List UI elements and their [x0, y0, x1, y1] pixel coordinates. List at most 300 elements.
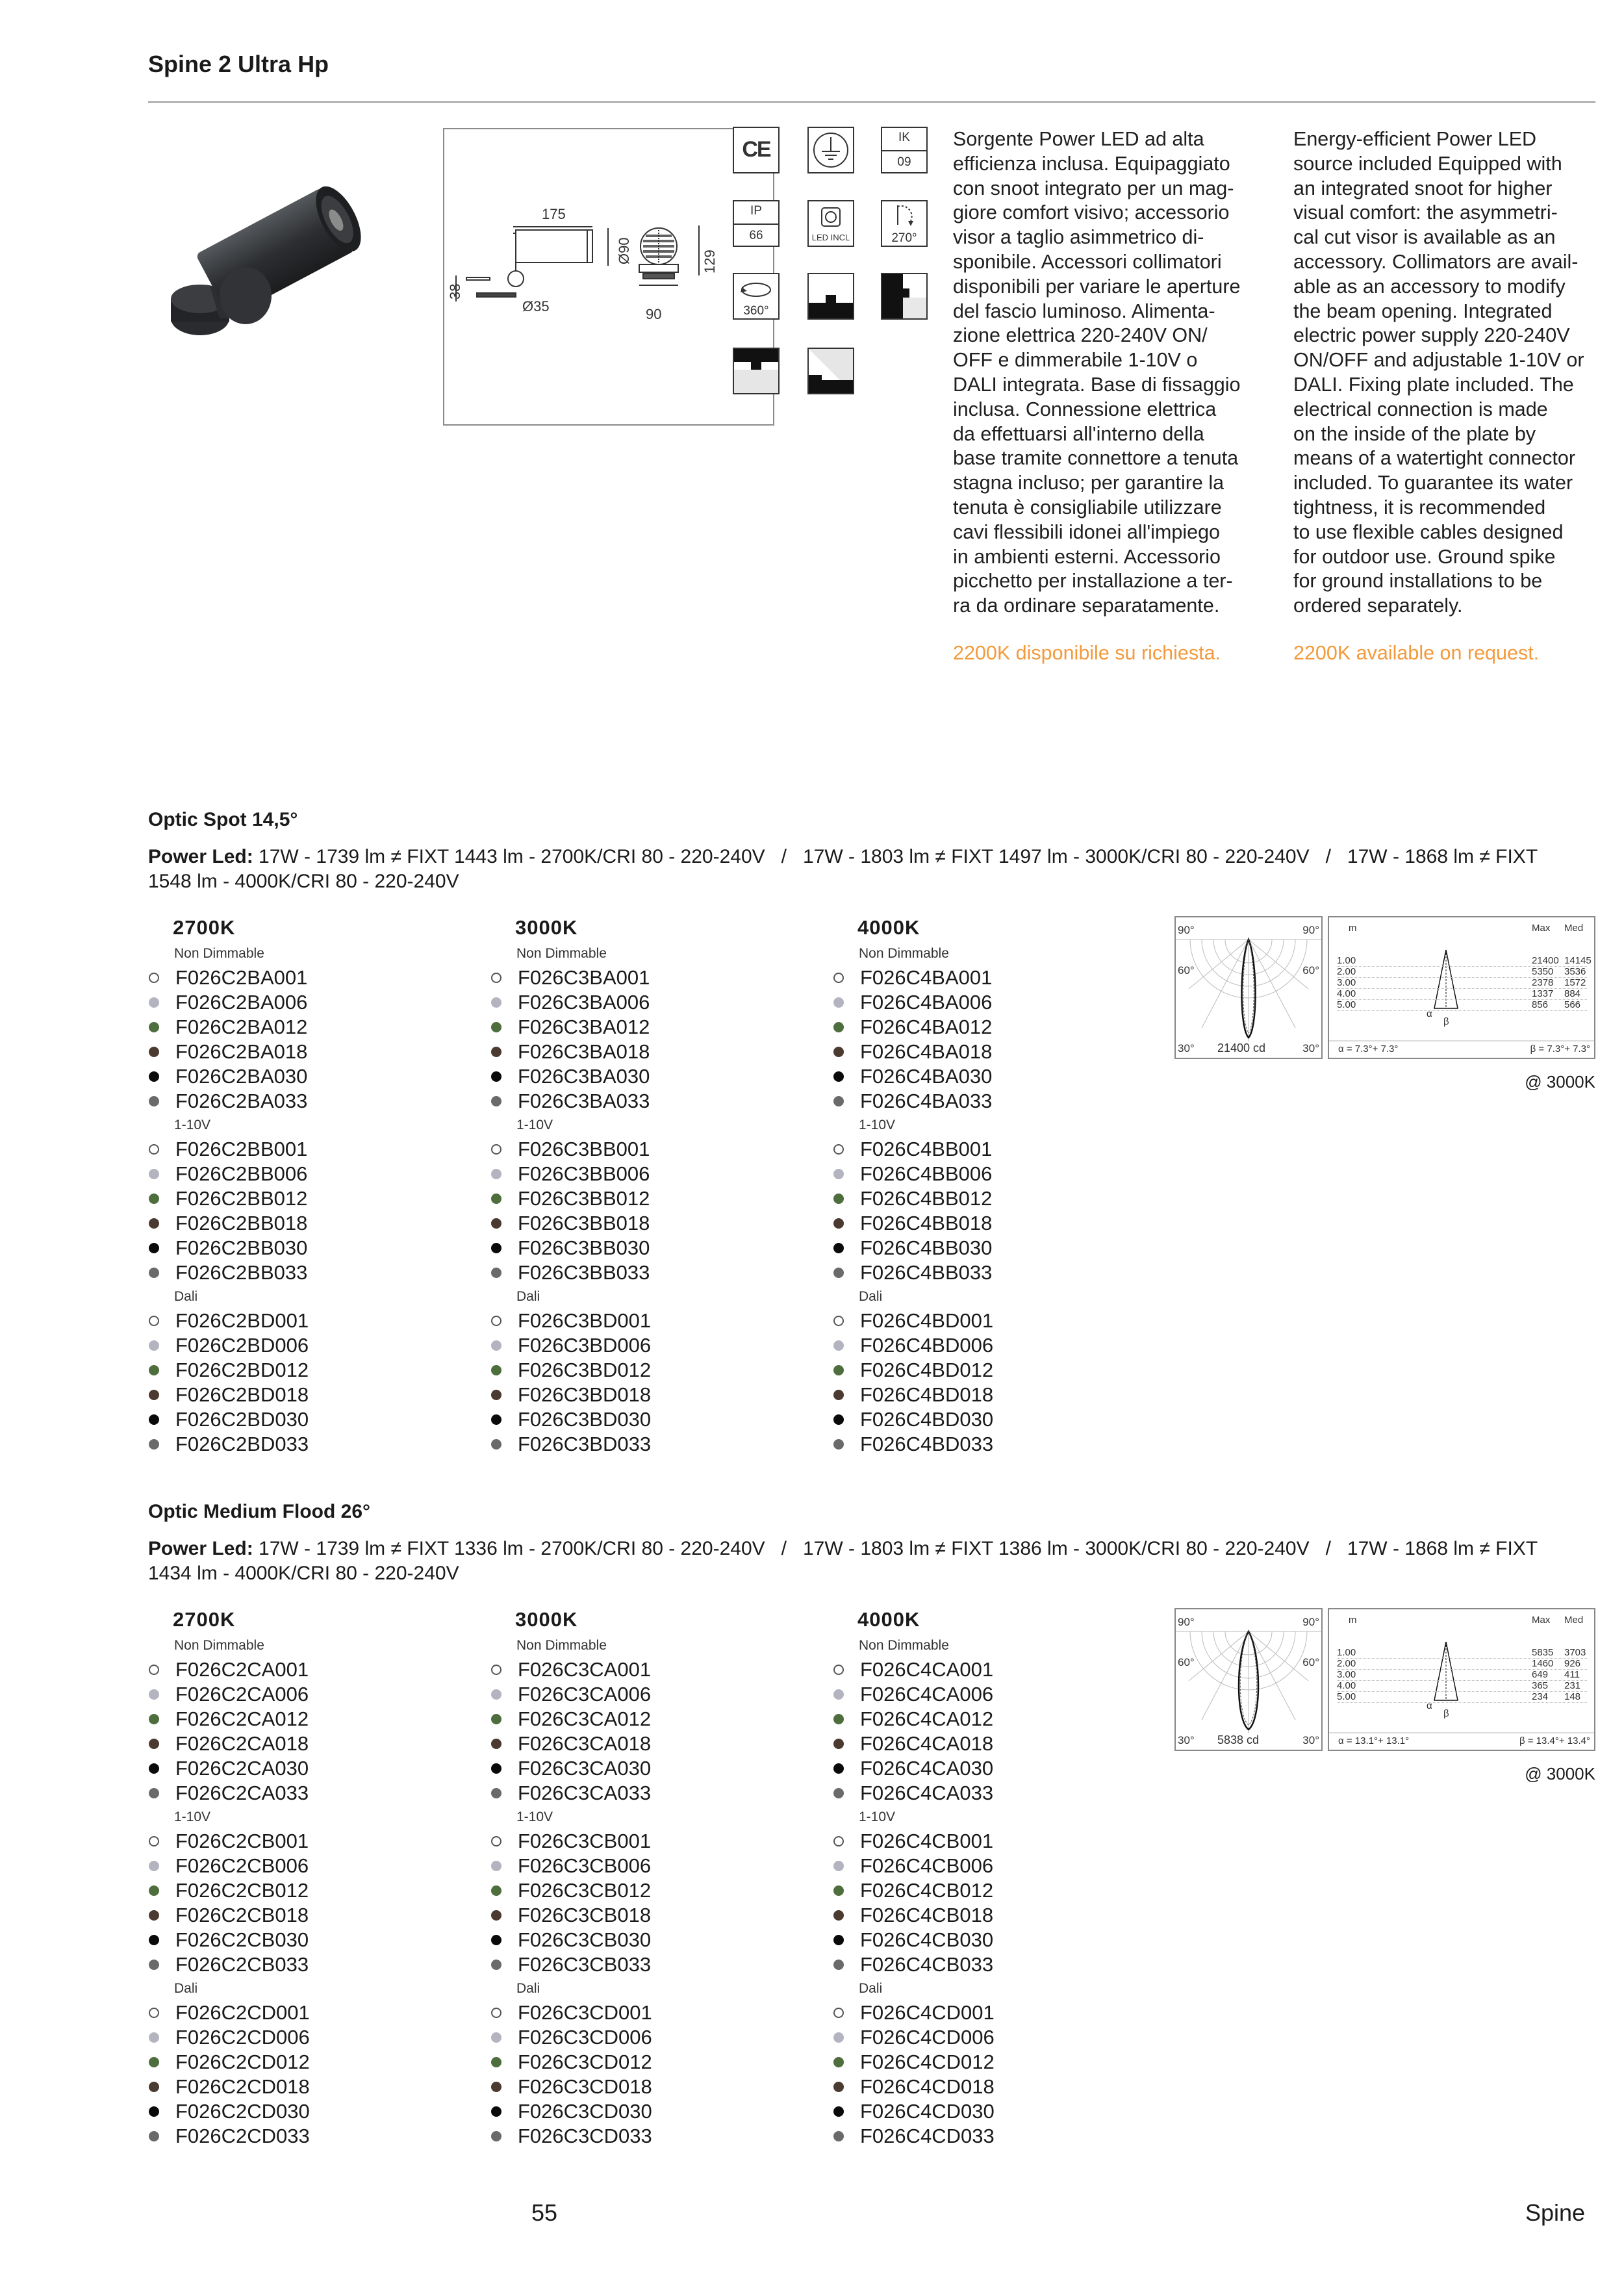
- color-temperature-header: 2700K: [173, 916, 236, 939]
- candela-value: 21400 cd: [1217, 1041, 1266, 1054]
- product-code-row: [490, 1878, 802, 1903]
- dimming-group-label: Dali: [516, 1289, 540, 1304]
- description-line: visor a taglio asimmetrico di-: [953, 226, 1204, 249]
- power-led-specs: [148, 845, 1595, 894]
- description-line: for outdoor use. Ground spike: [1293, 545, 1556, 568]
- technical-drawing: [443, 128, 774, 426]
- reference-temperature: @ 3000K: [1525, 1072, 1595, 1092]
- product-code-row: [833, 1928, 1145, 1952]
- dimming-group-label: Non Dimmable: [859, 1638, 949, 1653]
- finish-color-swatch: [833, 1268, 844, 1278]
- product-code: F026C3CA006: [518, 1683, 652, 1706]
- product-code: F026C3BB030: [518, 1236, 650, 1259]
- candela-value: 5838 cd: [1217, 1733, 1260, 1746]
- max-header: Max: [1532, 1615, 1551, 1626]
- description-line: Sorgente Power LED ad alta: [953, 128, 1204, 150]
- description-line: base tramite connettore a tenuta: [953, 447, 1239, 470]
- description-line: da effettuarsi all'interno della: [953, 422, 1204, 445]
- finish-color-swatch: [491, 1714, 501, 1724]
- angle-label: 60°: [1178, 964, 1195, 977]
- product-code-row: [833, 1952, 1145, 1977]
- finish-color-swatch: [833, 1218, 844, 1229]
- product-code: F026C3BA001: [518, 966, 650, 989]
- power-led-line-1: 17W - 1739 lm ≠ FIXT 1336 lm - 2700K/CRI 80 - 220-240V / 17W - 1803 lm ≠ FIXT 1386 lm - 3000K/CRI 80 - 220-240V / 17W - 1868 lm ≠ FIXT: [253, 1538, 1538, 1559]
- rotation-360-icon: 360°: [733, 273, 780, 320]
- finish-color-swatch: [491, 973, 501, 983]
- finish-color-swatch: [833, 1861, 844, 1871]
- product-code: F026C3BD001: [518, 1309, 652, 1332]
- reference-temperature: @ 3000K: [1525, 1764, 1595, 1783]
- finish-color-swatch: [491, 1836, 501, 1846]
- product-code-row: [148, 1878, 460, 1903]
- distance: 4.00: [1337, 1680, 1356, 1691]
- finish-color-swatch: [149, 1169, 159, 1179]
- product-code: F026C3BB018: [518, 1212, 650, 1234]
- product-code: F026C3BA030: [518, 1065, 650, 1088]
- illuminance-row: [1337, 977, 1587, 989]
- product-code: F026C3CA033: [518, 1782, 652, 1804]
- product-code: F026C3BB012: [518, 1187, 650, 1210]
- angle-label: 90°: [1178, 1616, 1195, 1628]
- finish-color-swatch: [833, 1390, 844, 1400]
- illuminance-row: [1337, 966, 1587, 978]
- product-code: F026C4CB006: [860, 1854, 994, 1877]
- finish-color-swatch: [833, 1439, 844, 1450]
- product-code-row: [490, 2075, 802, 2099]
- product-code-row: [148, 1211, 460, 1236]
- lux-max: 21400: [1532, 955, 1559, 966]
- product-code: F026C4CB001: [860, 1830, 994, 1852]
- product-code: F026C4CA012: [860, 1707, 994, 1730]
- product-code: F026C4BA012: [860, 1016, 993, 1038]
- description-line: to use flexible cables designed: [1293, 520, 1564, 543]
- product-code-row: [148, 1432, 460, 1457]
- product-code-row: [490, 2025, 802, 2050]
- product-code: F026C4CD030: [860, 2100, 995, 2123]
- product-code: F026C2CD018: [175, 2075, 310, 2098]
- finish-color-swatch: [149, 1047, 159, 1057]
- finish-color-swatch: [833, 1665, 844, 1675]
- product-code: F026C2CA012: [175, 1707, 309, 1730]
- product-code-row: [490, 1064, 802, 1089]
- polar-diagram: [1174, 916, 1323, 1059]
- dimming-group-label: Dali: [859, 1289, 883, 1304]
- finish-color-swatch: [149, 1763, 159, 1774]
- power-led-line-1: 17W - 1739 lm ≠ FIXT 1443 lm - 2700K/CRI 80 - 220-240V / 17W - 1803 lm ≠ FIXT 1497 lm - 3000K/CRI 80 - 220-240V / 17W - 1868 lm ≠ FIXT: [253, 846, 1538, 867]
- finish-color-swatch: [833, 1910, 844, 1921]
- product-code: F026C3BD033: [518, 1433, 652, 1455]
- product-code: F026C4BB033: [860, 1261, 993, 1284]
- product-code-row: [148, 1236, 460, 1260]
- product-code-row: [490, 1928, 802, 1952]
- product-code-row: [833, 1089, 1145, 1114]
- product-code-row: [833, 2000, 1145, 2025]
- product-code-row: [148, 1657, 460, 1682]
- product-code: F026C3BB006: [518, 1162, 650, 1185]
- product-code-column: [490, 916, 802, 1457]
- finish-color-swatch: [149, 1268, 159, 1278]
- finish-color-swatch: [491, 997, 501, 1008]
- finish-color-swatch: [833, 1022, 844, 1032]
- dimming-group-label: Non Dimmable: [516, 946, 607, 961]
- dimming-group-label: Non Dimmable: [174, 946, 264, 961]
- description-line: disponibili per variare le aperture: [953, 275, 1241, 298]
- product-code-column: [148, 1608, 460, 2149]
- ik-rating-icon: IK 09: [881, 127, 928, 173]
- beam-asymmetric-icon: [807, 348, 854, 394]
- product-code-row: [833, 1186, 1145, 1211]
- product-code: F026C4CB018: [860, 1904, 994, 1926]
- product-code: F026C2BD018: [175, 1383, 309, 1406]
- product-code: F026C3BD006: [518, 1334, 652, 1357]
- alpha-angle: α = 13.1°+ 13.1°: [1338, 1735, 1410, 1746]
- product-code-row: [490, 1682, 802, 1707]
- distance: 2.00: [1337, 1658, 1356, 1669]
- finish-color-swatch: [491, 1316, 501, 1326]
- product-code: F026C4CB033: [860, 1953, 994, 1976]
- finish-color-swatch: [833, 1836, 844, 1846]
- finish-color-swatch: [149, 1390, 159, 1400]
- product-code-row: [833, 1781, 1145, 1806]
- product-code-row: [490, 1333, 802, 1358]
- product-code: F026C2BB030: [175, 1236, 308, 1259]
- finish-color-swatch: [149, 1243, 159, 1253]
- finish-color-swatch: [149, 1439, 159, 1450]
- product-code: F026C3CD018: [518, 2075, 652, 2098]
- product-code: F026C4BA006: [860, 991, 993, 1014]
- product-code-row: [490, 1236, 802, 1260]
- product-code: F026C4CA001: [860, 1658, 994, 1681]
- finish-color-swatch: [149, 1935, 159, 1945]
- product-code: F026C4CD006: [860, 2026, 995, 2049]
- product-code-row: [148, 1731, 460, 1756]
- alpha-angle: α = 7.3°+ 7.3°: [1338, 1043, 1399, 1054]
- product-code: F026C3BA012: [518, 1016, 650, 1038]
- product-code: F026C3CD030: [518, 2100, 652, 2123]
- finish-color-swatch: [833, 1414, 844, 1425]
- product-code-row: [490, 1186, 802, 1211]
- product-code-row: [490, 1781, 802, 1806]
- product-code-row: [148, 2124, 460, 2149]
- product-code-row: [833, 1829, 1145, 1854]
- dim-175: 175: [542, 206, 566, 222]
- power-led-specs: [148, 1537, 1595, 1586]
- product-code-column: [490, 1608, 802, 2149]
- product-code: F026C2CA001: [175, 1658, 309, 1681]
- product-code-row: [833, 1383, 1145, 1407]
- description-line: tenuta è consigliabile utilizzare: [953, 496, 1222, 518]
- finish-color-swatch: [833, 1763, 844, 1774]
- product-code-row: [490, 1358, 802, 1383]
- finish-color-swatch: [149, 1340, 159, 1351]
- finish-color-swatch: [149, 1861, 159, 1871]
- finish-color-swatch: [833, 1144, 844, 1155]
- product-code-row: [490, 1903, 802, 1928]
- product-code: F026C2CB033: [175, 1953, 309, 1976]
- beta-symbol: β: [1443, 1016, 1449, 1027]
- finish-color-swatch: [149, 2008, 159, 2018]
- product-code: F026C4CD018: [860, 2075, 995, 2098]
- product-code: F026C3CA001: [518, 1658, 652, 1681]
- product-code: F026C4BD030: [860, 1408, 994, 1431]
- finish-color-swatch: [491, 1096, 501, 1106]
- distance: 2.00: [1337, 966, 1356, 977]
- description-line: OFF e dimmerabile 1-10V o: [953, 349, 1198, 372]
- dimming-group-label: Dali: [174, 1981, 198, 1996]
- finish-color-swatch: [149, 1414, 159, 1425]
- product-code: F026C3CB033: [518, 1953, 652, 1976]
- distance: 4.00: [1337, 988, 1356, 999]
- finish-color-swatch: [149, 1960, 159, 1970]
- product-code-row: [833, 1211, 1145, 1236]
- lux-max: 1460: [1532, 1658, 1554, 1669]
- illuminance-row: [1337, 988, 1587, 1000]
- ip-rating-icon: IP 66: [733, 200, 780, 247]
- product-code-row: [833, 1657, 1145, 1682]
- dimming-group-label: Dali: [859, 1981, 883, 1996]
- product-code-row: [490, 1089, 802, 1114]
- description-line: con snoot integrato per un mag-: [953, 177, 1234, 199]
- rotation-270-icon: 270°: [881, 200, 928, 247]
- description-line: DALI. Fixing plate included. The: [1293, 373, 1574, 396]
- beam-downlight-icon: [807, 273, 854, 320]
- description-line: cal cut visor is available as an: [1293, 226, 1556, 249]
- page-number: 55: [531, 2199, 558, 2226]
- product-code: F026C3BD030: [518, 1408, 652, 1431]
- alpha-symbol: α: [1427, 1700, 1432, 1711]
- product-code: F026C2BA033: [175, 1090, 308, 1112]
- product-code: F026C3CB012: [518, 1879, 652, 1902]
- product-code: F026C2CD030: [175, 2100, 310, 2123]
- product-code-row: [833, 2075, 1145, 2099]
- product-code: F026C4CB030: [860, 1928, 994, 1951]
- illuminance-row: [1337, 1647, 1587, 1659]
- section-title: Optic Spot 14,5°: [148, 809, 298, 830]
- product-code: F026C3CB030: [518, 1928, 652, 1951]
- finish-color-swatch: [149, 1739, 159, 1749]
- product-code-row: [490, 1756, 802, 1781]
- product-code: F026C4BB006: [860, 1162, 993, 1185]
- description-line: giore comfort visivo; accessorio: [953, 201, 1230, 224]
- finish-color-swatch: [491, 1935, 501, 1945]
- finish-color-swatch: [833, 997, 844, 1008]
- finish-color-swatch: [491, 2008, 501, 2018]
- product-code-row: [148, 1383, 460, 1407]
- product-code: F026C4CA018: [860, 1732, 994, 1755]
- product-code-row: [833, 2099, 1145, 2124]
- product-code-row: [148, 1781, 460, 1806]
- product-code-row: [490, 1952, 802, 1977]
- product-code: F026C3BA018: [518, 1040, 650, 1063]
- product-code: F026C2BB001: [175, 1138, 308, 1160]
- finish-color-swatch: [833, 1169, 844, 1179]
- description-line: tightness, it is recommended: [1293, 496, 1546, 518]
- product-code-row: [148, 1854, 460, 1878]
- product-code-row: [148, 1064, 460, 1089]
- product-code: F026C3BD012: [518, 1359, 652, 1381]
- product-code: F026C3CD001: [518, 2001, 652, 2024]
- finish-color-swatch: [491, 1885, 501, 1896]
- product-code: F026C2BA006: [175, 991, 308, 1014]
- product-code-row: [490, 2000, 802, 2025]
- illuminance-row: [1337, 1680, 1587, 1692]
- finish-color-swatch: [833, 1316, 844, 1326]
- finish-color-swatch: [833, 2106, 844, 2117]
- dimming-group-label: 1-10V: [174, 1118, 211, 1132]
- product-code-row: [148, 1040, 460, 1064]
- product-code: F026C2CB030: [175, 1928, 309, 1951]
- led-included-icon: LED INCL: [807, 200, 854, 247]
- description-line: able as an accessory to modify: [1293, 275, 1566, 298]
- ce-icon: CE: [733, 127, 780, 173]
- lux-med: 3536: [1564, 966, 1586, 977]
- product-code-row: [833, 1682, 1145, 1707]
- product-code-row: [833, 2025, 1145, 2050]
- product-code: F026C3BA006: [518, 991, 650, 1014]
- description-line: DALI integrata. Base di fissaggio: [953, 373, 1241, 396]
- finish-color-swatch: [491, 1414, 501, 1425]
- finish-color-swatch: [491, 1218, 501, 1229]
- finish-color-swatch: [491, 2106, 501, 2117]
- product-code-row: [833, 990, 1145, 1015]
- product-code-row: [833, 1137, 1145, 1162]
- lux-max: 5835: [1532, 1647, 1554, 1658]
- product-code-row: [490, 1260, 802, 1285]
- product-code-row: [148, 1952, 460, 1977]
- finish-color-swatch: [149, 1910, 159, 1921]
- finish-color-swatch: [491, 1022, 501, 1032]
- product-code-row: [148, 1309, 460, 1333]
- product-code-row: [148, 1928, 460, 1952]
- product-code: F026C4BA033: [860, 1090, 993, 1112]
- product-code-row: [148, 1756, 460, 1781]
- product-code: F026C4BD001: [860, 1309, 994, 1332]
- product-code: F026C4CD001: [860, 2001, 995, 2024]
- lux-max: 2378: [1532, 977, 1554, 988]
- dimming-group-label: Non Dimmable: [859, 946, 949, 961]
- product-code: F026C4BB012: [860, 1187, 993, 1210]
- product-code: F026C3CA030: [518, 1757, 652, 1780]
- product-code: F026C4CD012: [860, 2050, 995, 2073]
- illuminance-row: [1337, 955, 1592, 967]
- dimming-group-label: 1-10V: [516, 1118, 553, 1132]
- description-en: [1293, 127, 1599, 619]
- dim-90-width: 90: [646, 306, 662, 322]
- finish-color-swatch: [833, 1689, 844, 1700]
- meter-label: m: [1349, 923, 1357, 934]
- footer-brand: Spine: [1525, 2199, 1586, 2226]
- description-line: an integrated snoot for higher: [1293, 177, 1553, 199]
- finish-color-swatch: [833, 973, 844, 983]
- finish-color-swatch: [491, 1243, 501, 1253]
- product-code-column: [148, 916, 460, 1457]
- product-code-row: [490, 1731, 802, 1756]
- product-code-row: [148, 1829, 460, 1854]
- finish-color-swatch: [491, 1910, 501, 1921]
- finish-color-swatch: [149, 973, 159, 983]
- lux-med: 411: [1564, 1669, 1580, 1680]
- product-code-row: [148, 2025, 460, 2050]
- med-header: Med: [1564, 923, 1584, 934]
- color-temperature-header: 3000K: [515, 916, 578, 939]
- finish-color-swatch: [491, 1047, 501, 1057]
- dim-129: 129: [702, 249, 718, 274]
- finish-color-swatch: [491, 1739, 501, 1749]
- lux-med: 231: [1564, 1680, 1581, 1691]
- finish-color-swatch: [833, 2057, 844, 2067]
- finish-color-swatch: [491, 2131, 501, 2141]
- finish-color-swatch: [491, 1665, 501, 1675]
- product-code: F026C2CD033: [175, 2125, 310, 2147]
- product-code-row: [148, 1015, 460, 1040]
- finish-color-swatch: [491, 1689, 501, 1700]
- finish-color-swatch: [149, 1885, 159, 1896]
- beta-angle: β = 7.3°+ 7.3°: [1530, 1043, 1590, 1054]
- lux-med: 566: [1564, 999, 1581, 1010]
- product-code-row: [833, 1731, 1145, 1756]
- illuminance-cone-table: [1328, 916, 1595, 1059]
- finish-color-swatch: [833, 1714, 844, 1724]
- product-code: F026C3CB001: [518, 1830, 652, 1852]
- product-code: F026C4CA030: [860, 1757, 994, 1780]
- power-led-label: Power Led:: [148, 1538, 253, 1559]
- finish-color-swatch: [491, 2032, 501, 2043]
- finish-color-swatch: [149, 1836, 159, 1846]
- product-code-row: [148, 965, 460, 990]
- finish-color-swatch: [833, 1340, 844, 1351]
- product-code: F026C4BA030: [860, 1065, 993, 1088]
- finish-color-swatch: [833, 2008, 844, 2018]
- dimming-group-label: 1-10V: [516, 1809, 553, 1824]
- product-code: F026C2CA030: [175, 1757, 309, 1780]
- product-code: F026C2BD001: [175, 1309, 309, 1332]
- product-code-row: [833, 1260, 1145, 1285]
- product-code-row: [490, 1657, 802, 1682]
- dim-diameter-90: Ø90: [616, 237, 632, 264]
- dimming-group-label: 1-10V: [174, 1809, 211, 1824]
- product-code-row: [148, 990, 460, 1015]
- lux-med: 14145: [1564, 955, 1592, 966]
- distance: 1.00: [1337, 955, 1356, 966]
- finish-color-swatch: [149, 1714, 159, 1724]
- color-temperature-header: 4000K: [857, 1608, 920, 1631]
- product-code-row: [148, 2075, 460, 2099]
- product-code-column: [833, 916, 1145, 1457]
- power-led-line-2: 1548 lm - 4000K/CRI 80 - 220-240V: [148, 871, 459, 892]
- angle-label: 60°: [1302, 964, 1319, 977]
- product-code: F026C2CB018: [175, 1904, 309, 1926]
- finish-color-swatch: [833, 1885, 844, 1896]
- finish-color-swatch: [149, 2131, 159, 2141]
- alpha-symbol: α: [1427, 1008, 1432, 1019]
- description-line: cavi flessibili idonei all'impiego: [953, 520, 1220, 543]
- product-code-row: [490, 1309, 802, 1333]
- product-code: F026C2BB018: [175, 1212, 308, 1234]
- description-line: source included Equipped with: [1293, 152, 1562, 175]
- lux-med: 1572: [1564, 977, 1586, 988]
- description-line: del fascio luminoso. Alimenta-: [953, 300, 1215, 322]
- product-code-row: [833, 1854, 1145, 1878]
- product-code: F026C4BB018: [860, 1212, 993, 1234]
- lux-max: 649: [1532, 1669, 1549, 1680]
- note-en: 2200K available on request.: [1293, 642, 1540, 664]
- finish-color-swatch: [491, 1340, 501, 1351]
- description-line: for ground installations to be: [1293, 570, 1543, 593]
- product-code-row: [148, 1707, 460, 1731]
- lux-med: 884: [1564, 988, 1581, 999]
- product-code-row: [490, 2099, 802, 2124]
- finish-color-swatch: [833, 1788, 844, 1798]
